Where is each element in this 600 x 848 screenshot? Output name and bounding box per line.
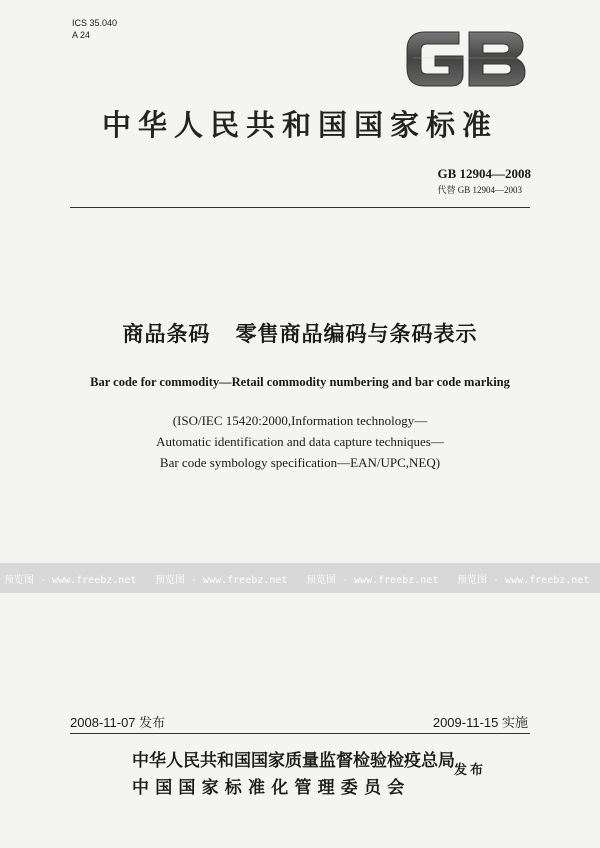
watermark-text: 预览图 - www.freebz.net bbox=[306, 575, 439, 586]
gb-logo-icon bbox=[403, 28, 529, 90]
document-title-en: Bar code for commodity—Retail commodity numbering and bar code marking bbox=[90, 375, 510, 389]
issuing-authorities bbox=[132, 746, 455, 798]
reference-line: (ISO/IEC 15420:2000,Information technology— bbox=[172, 413, 428, 428]
issuer-sac: 中国国家标准化管理委员会 bbox=[132, 778, 411, 798]
classification-codes bbox=[72, 17, 117, 41]
reference-line: Bar code symbology specification—EAN/UPC,NEQ) bbox=[159, 455, 441, 470]
category-code: A 24 bbox=[72, 30, 91, 40]
standard-category-title: 中华人民共和国国家标准 bbox=[101, 108, 498, 142]
watermark-text: 预览图 - www.freebz.net bbox=[457, 575, 590, 586]
publish-label: 发布 bbox=[454, 763, 487, 778]
standard-number: GB 12904—2008 bbox=[437, 166, 531, 181]
watermark-text: 预览图 - www.freebz.net bbox=[4, 575, 137, 586]
reference-standard bbox=[0, 410, 600, 473]
watermark-text: 预览图 - www.freebz.net bbox=[155, 575, 288, 586]
replaces-note: 代替 GB 12904—2003 bbox=[437, 185, 522, 195]
reference-line: Automatic identification and data capture techniques— bbox=[156, 434, 444, 449]
document-title-cn: 商品条码 零售商品编码与条码表示 bbox=[122, 322, 478, 346]
watermark-banner bbox=[0, 563, 600, 593]
header-divider bbox=[70, 207, 530, 208]
standard-number-block bbox=[437, 166, 531, 196]
issuer-aqsiq: 中华人民共和国国家质量监督检验检疫总局 bbox=[132, 751, 455, 771]
ics-code: ICS 35.040 bbox=[72, 18, 118, 28]
footer-divider bbox=[70, 733, 530, 734]
implementation-date: 2009-11-15 实施 bbox=[432, 715, 528, 730]
issue-date: 2008-11-07 发布 bbox=[70, 715, 166, 730]
